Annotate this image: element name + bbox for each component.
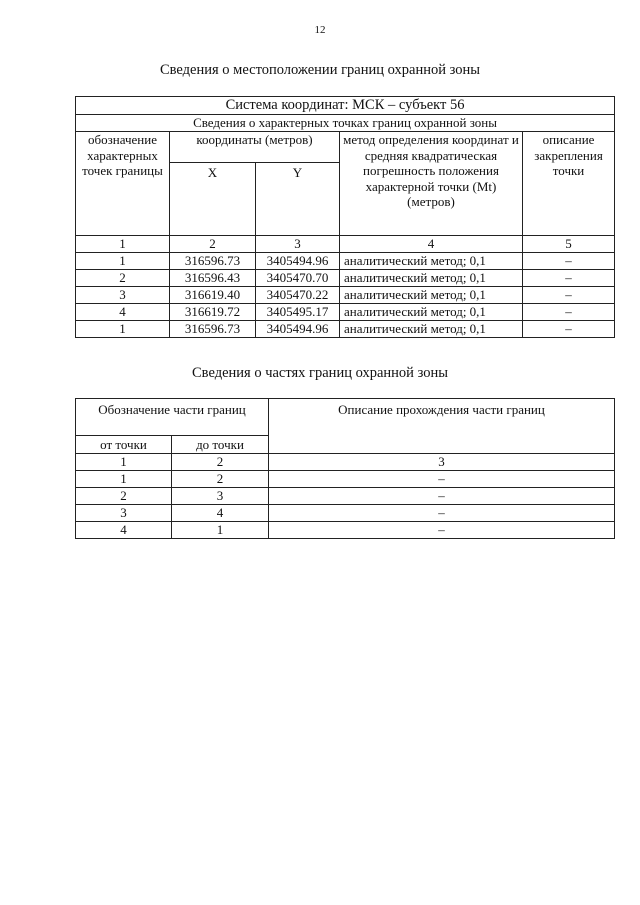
coord-y: 3405470.22	[256, 287, 340, 304]
point-description: –	[523, 304, 615, 321]
column-numbers-row	[76, 454, 615, 471]
header-part-description: Описание прохождения части границ	[269, 399, 615, 454]
coord-system: Система координат: МСК – субъект 56	[76, 97, 615, 115]
column-number: 2	[172, 454, 269, 471]
coord-y: 3405495.17	[256, 304, 340, 321]
column-number: 4	[340, 236, 523, 253]
from-point: 4	[76, 522, 172, 539]
coord-y: 3405494.96	[256, 321, 340, 338]
table-row	[76, 253, 615, 270]
point-id: 1	[76, 253, 170, 270]
coord-x: 316596.73	[170, 253, 256, 270]
to-point: 3	[172, 488, 269, 505]
points-title-row	[76, 115, 615, 132]
header-coordinates: координаты (метров)	[170, 132, 340, 163]
boundary-points-table	[75, 96, 615, 338]
header-x: X	[170, 163, 256, 236]
coord-y: 3405494.96	[256, 253, 340, 270]
part-description: –	[269, 471, 615, 488]
point-id: 3	[76, 287, 170, 304]
table-row	[76, 522, 615, 539]
points-title: Сведения о характерных точках границ охранной зоны	[76, 115, 615, 132]
header-method: метод определения координат и средняя квадратическая погрешность положения характерной точки (Mt) (метров)	[340, 132, 523, 236]
method: аналитический метод; 0,1	[340, 287, 523, 304]
point-description: –	[523, 253, 615, 270]
header-to-point: до точки	[172, 436, 269, 454]
table-row	[76, 287, 615, 304]
column-number: 2	[170, 236, 256, 253]
column-numbers-row	[76, 236, 615, 253]
method: аналитический метод; 0,1	[340, 270, 523, 287]
point-id: 1	[76, 321, 170, 338]
header-description: описание закрепления точки	[523, 132, 615, 236]
method: аналитический метод; 0,1	[340, 304, 523, 321]
table-row	[76, 270, 615, 287]
coord-x: 316619.40	[170, 287, 256, 304]
table-row	[76, 304, 615, 321]
table-row	[76, 505, 615, 522]
part-description: –	[269, 522, 615, 539]
section1-title: Сведения о местоположении границ охранной зоны	[159, 62, 480, 78]
coord-system-row	[76, 97, 615, 115]
point-id: 2	[76, 270, 170, 287]
column-number: 1	[76, 454, 172, 471]
coord-y: 3405470.70	[256, 270, 340, 287]
header-y: Y	[256, 163, 340, 236]
header-part-designation: Обозначение части границ	[76, 399, 269, 436]
header-row	[76, 132, 615, 163]
from-point: 1	[76, 471, 172, 488]
to-point: 2	[172, 471, 269, 488]
coord-x: 316596.73	[170, 321, 256, 338]
point-description: –	[523, 287, 615, 304]
to-point: 1	[172, 522, 269, 539]
table-row	[76, 488, 615, 505]
table-row	[76, 321, 615, 338]
column-number: 3	[256, 236, 340, 253]
header-designation: обозначение характерных точек границы	[76, 132, 170, 236]
column-number: 3	[269, 454, 615, 471]
point-description: –	[523, 270, 615, 287]
part-description: –	[269, 488, 615, 505]
from-point: 3	[76, 505, 172, 522]
page-number: 12	[314, 24, 326, 36]
to-point: 4	[172, 505, 269, 522]
parts-header-row	[76, 399, 615, 436]
header-from-point: от точки	[76, 436, 172, 454]
point-id: 4	[76, 304, 170, 321]
boundary-parts-table	[75, 398, 615, 539]
method: аналитический метод; 0,1	[340, 253, 523, 270]
from-point: 2	[76, 488, 172, 505]
coord-x: 316596.43	[170, 270, 256, 287]
column-number: 5	[523, 236, 615, 253]
point-description: –	[523, 321, 615, 338]
table-row	[76, 471, 615, 488]
part-description: –	[269, 505, 615, 522]
column-number: 1	[76, 236, 170, 253]
method: аналитический метод; 0,1	[340, 321, 523, 338]
section2-title: Сведения о частях границ охранной зоны	[192, 365, 448, 381]
coord-x: 316619.72	[170, 304, 256, 321]
